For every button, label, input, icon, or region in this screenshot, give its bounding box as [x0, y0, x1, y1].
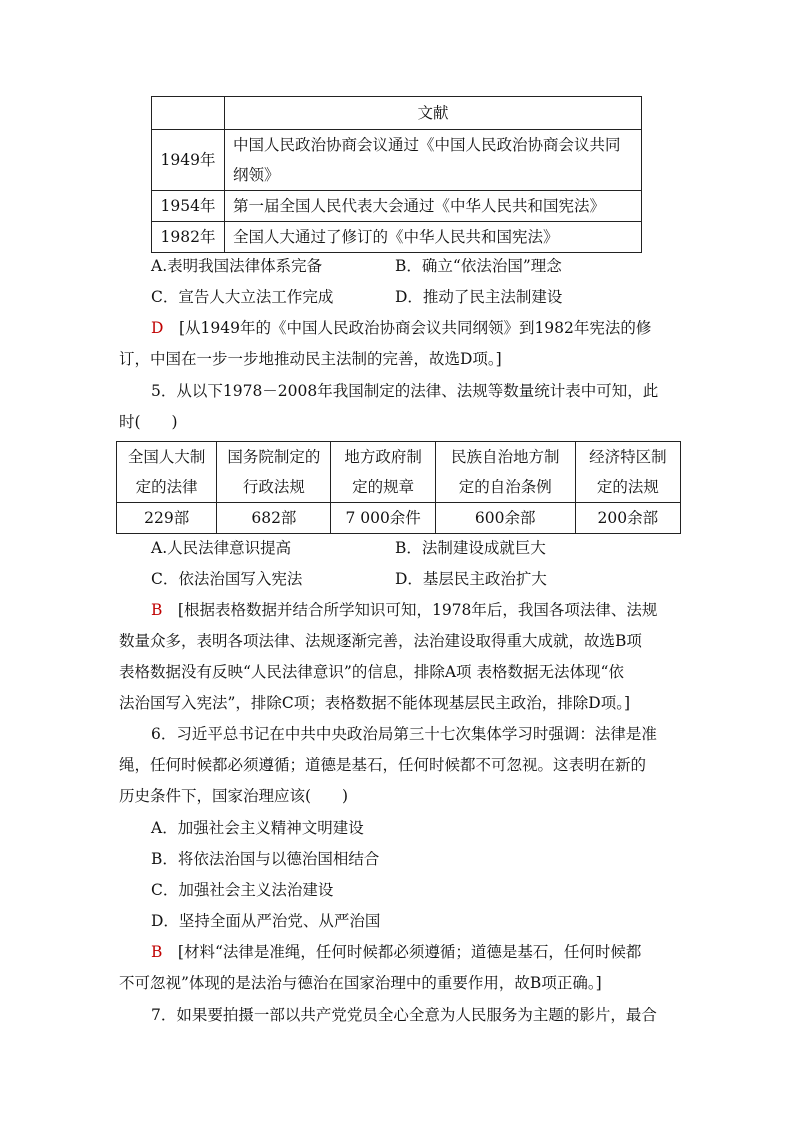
table-row — [152, 222, 642, 253]
q5-stem: 5．从以下1978－2008年我国制定的法律、法规等数量统计表中可知，此 — [151, 382, 659, 400]
document-line: 中国人民政治协商会议通过《中国人民政治协商会议共同 — [233, 136, 621, 154]
q7-stem: 7．如果要拍摄一部以共产党党员全心全意为人民服务为主题的影片，最合 — [151, 1006, 657, 1024]
q4-option-c: C．宣告人大立法工作完成 — [151, 288, 334, 306]
year-cell: 1949年 — [152, 130, 225, 191]
q6-option-b: B．将依法治国与以德治国相结合 — [151, 850, 380, 868]
table-header-empty — [152, 97, 225, 130]
table-row — [117, 503, 681, 534]
q6-explain-line: 不可忽视”体现的是法治与德治在国家治理中的重要作用，故B项正确。] — [119, 974, 602, 992]
table-header-row — [117, 442, 681, 503]
document-line: 纲领》 — [233, 166, 280, 184]
q5-option-c: C．依法治国写入宪法 — [151, 570, 303, 588]
q6-option-d: D．坚持全面从严治党、从严治国 — [151, 912, 381, 930]
q4-option-b: B．确立“依法治国”理念 — [395, 257, 562, 275]
q6-option-c: C．加强社会主义法治建设 — [151, 881, 334, 899]
q4-option-a: A.表明我国法律体系完备 — [151, 257, 323, 275]
document-cell — [225, 130, 642, 191]
q5-explain-text: [根据表格数据并结合所学知识可知，1978年后，我国各项法律、法规 — [177, 601, 658, 619]
year-cell: 1954年 — [152, 191, 225, 222]
q5-explanation — [151, 600, 657, 620]
q4-answer: D — [151, 319, 164, 337]
table-header-documents: 文献 — [225, 97, 642, 130]
table-header-cell: 地方政府制 定的规章 — [331, 442, 435, 503]
q6-stem-line: 绳，任何时候都必须遵循；道德是基石，任何时候都不可忽视。这表明在新的 — [119, 756, 647, 774]
q5-option-d: D．基层民主政治扩大 — [395, 570, 547, 588]
q6-explanation — [151, 942, 641, 962]
table-cell: 229部 — [117, 503, 217, 534]
table-cell: 200余部 — [575, 503, 680, 534]
table-cell: 682部 — [217, 503, 331, 534]
documents-table — [151, 96, 642, 253]
table-header-cell: 国务院制定的 行政法规 — [217, 442, 331, 503]
q6-explain-text: [材料“法律是准绳，任何时候都必须遵循；道德是基石，任何时候都 — [177, 943, 642, 961]
table-header-cell: 民族自治地方制 定的自治条例 — [435, 442, 575, 503]
q4-option-d: D．推动了民主法制建设 — [395, 288, 563, 306]
q6-answer: B — [151, 943, 163, 961]
document-cell: 全国人大通过了修订的《中华人民共和国宪法》 — [225, 222, 642, 253]
table-cell: 7 000余件 — [331, 503, 435, 534]
statistics-table — [116, 441, 681, 534]
q5-stem-line: 时( ) — [119, 413, 178, 431]
q5-explain-line: 表格数据没有反映“人民法律意识”的信息，排除A项 表格数据无法体现“依 — [119, 663, 624, 681]
table-header-cell: 全国人大制 定的法律 — [117, 442, 217, 503]
q6-stem-line: 历史条件下，国家治理应该( ) — [119, 787, 349, 805]
q4-explain-line: 订，中国在一步一步地推动民主法制的完善，故选D项。] — [119, 350, 502, 368]
q5-explain-line: 数量众多，表明各项法律、法规逐渐完善，法治建设取得重大成就，故选B项 — [119, 632, 642, 650]
q5-explain-line: 法治国写入宪法”，排除C项；表格数据不能体现基层民主政治，排除D项。] — [119, 694, 631, 712]
q6-stem: 6．习近平总书记在中共中央政治局第三十七次集体学习时强调：法律是准 — [151, 725, 657, 743]
q5-answer: B — [151, 601, 163, 619]
table-row — [152, 130, 642, 191]
q5-option-b: B．法制建设成就巨大 — [395, 539, 546, 557]
table-cell: 600余部 — [435, 503, 575, 534]
q6-option-a: A．加强社会主义精神文明建设 — [151, 819, 364, 837]
table-row — [152, 191, 642, 222]
year-cell: 1982年 — [152, 222, 225, 253]
q4-explanation — [151, 318, 651, 338]
q5-option-a: A.人民法律意识提高 — [151, 539, 292, 557]
q4-explain-text: [从1949年的《中国人民政治协商会议共同纲领》到1982年宪法的修 — [178, 319, 652, 337]
table-header-cell: 经济特区制 定的法规 — [575, 442, 680, 503]
document-cell: 第一届全国人民代表大会通过《中华人民共和国宪法》 — [225, 191, 642, 222]
